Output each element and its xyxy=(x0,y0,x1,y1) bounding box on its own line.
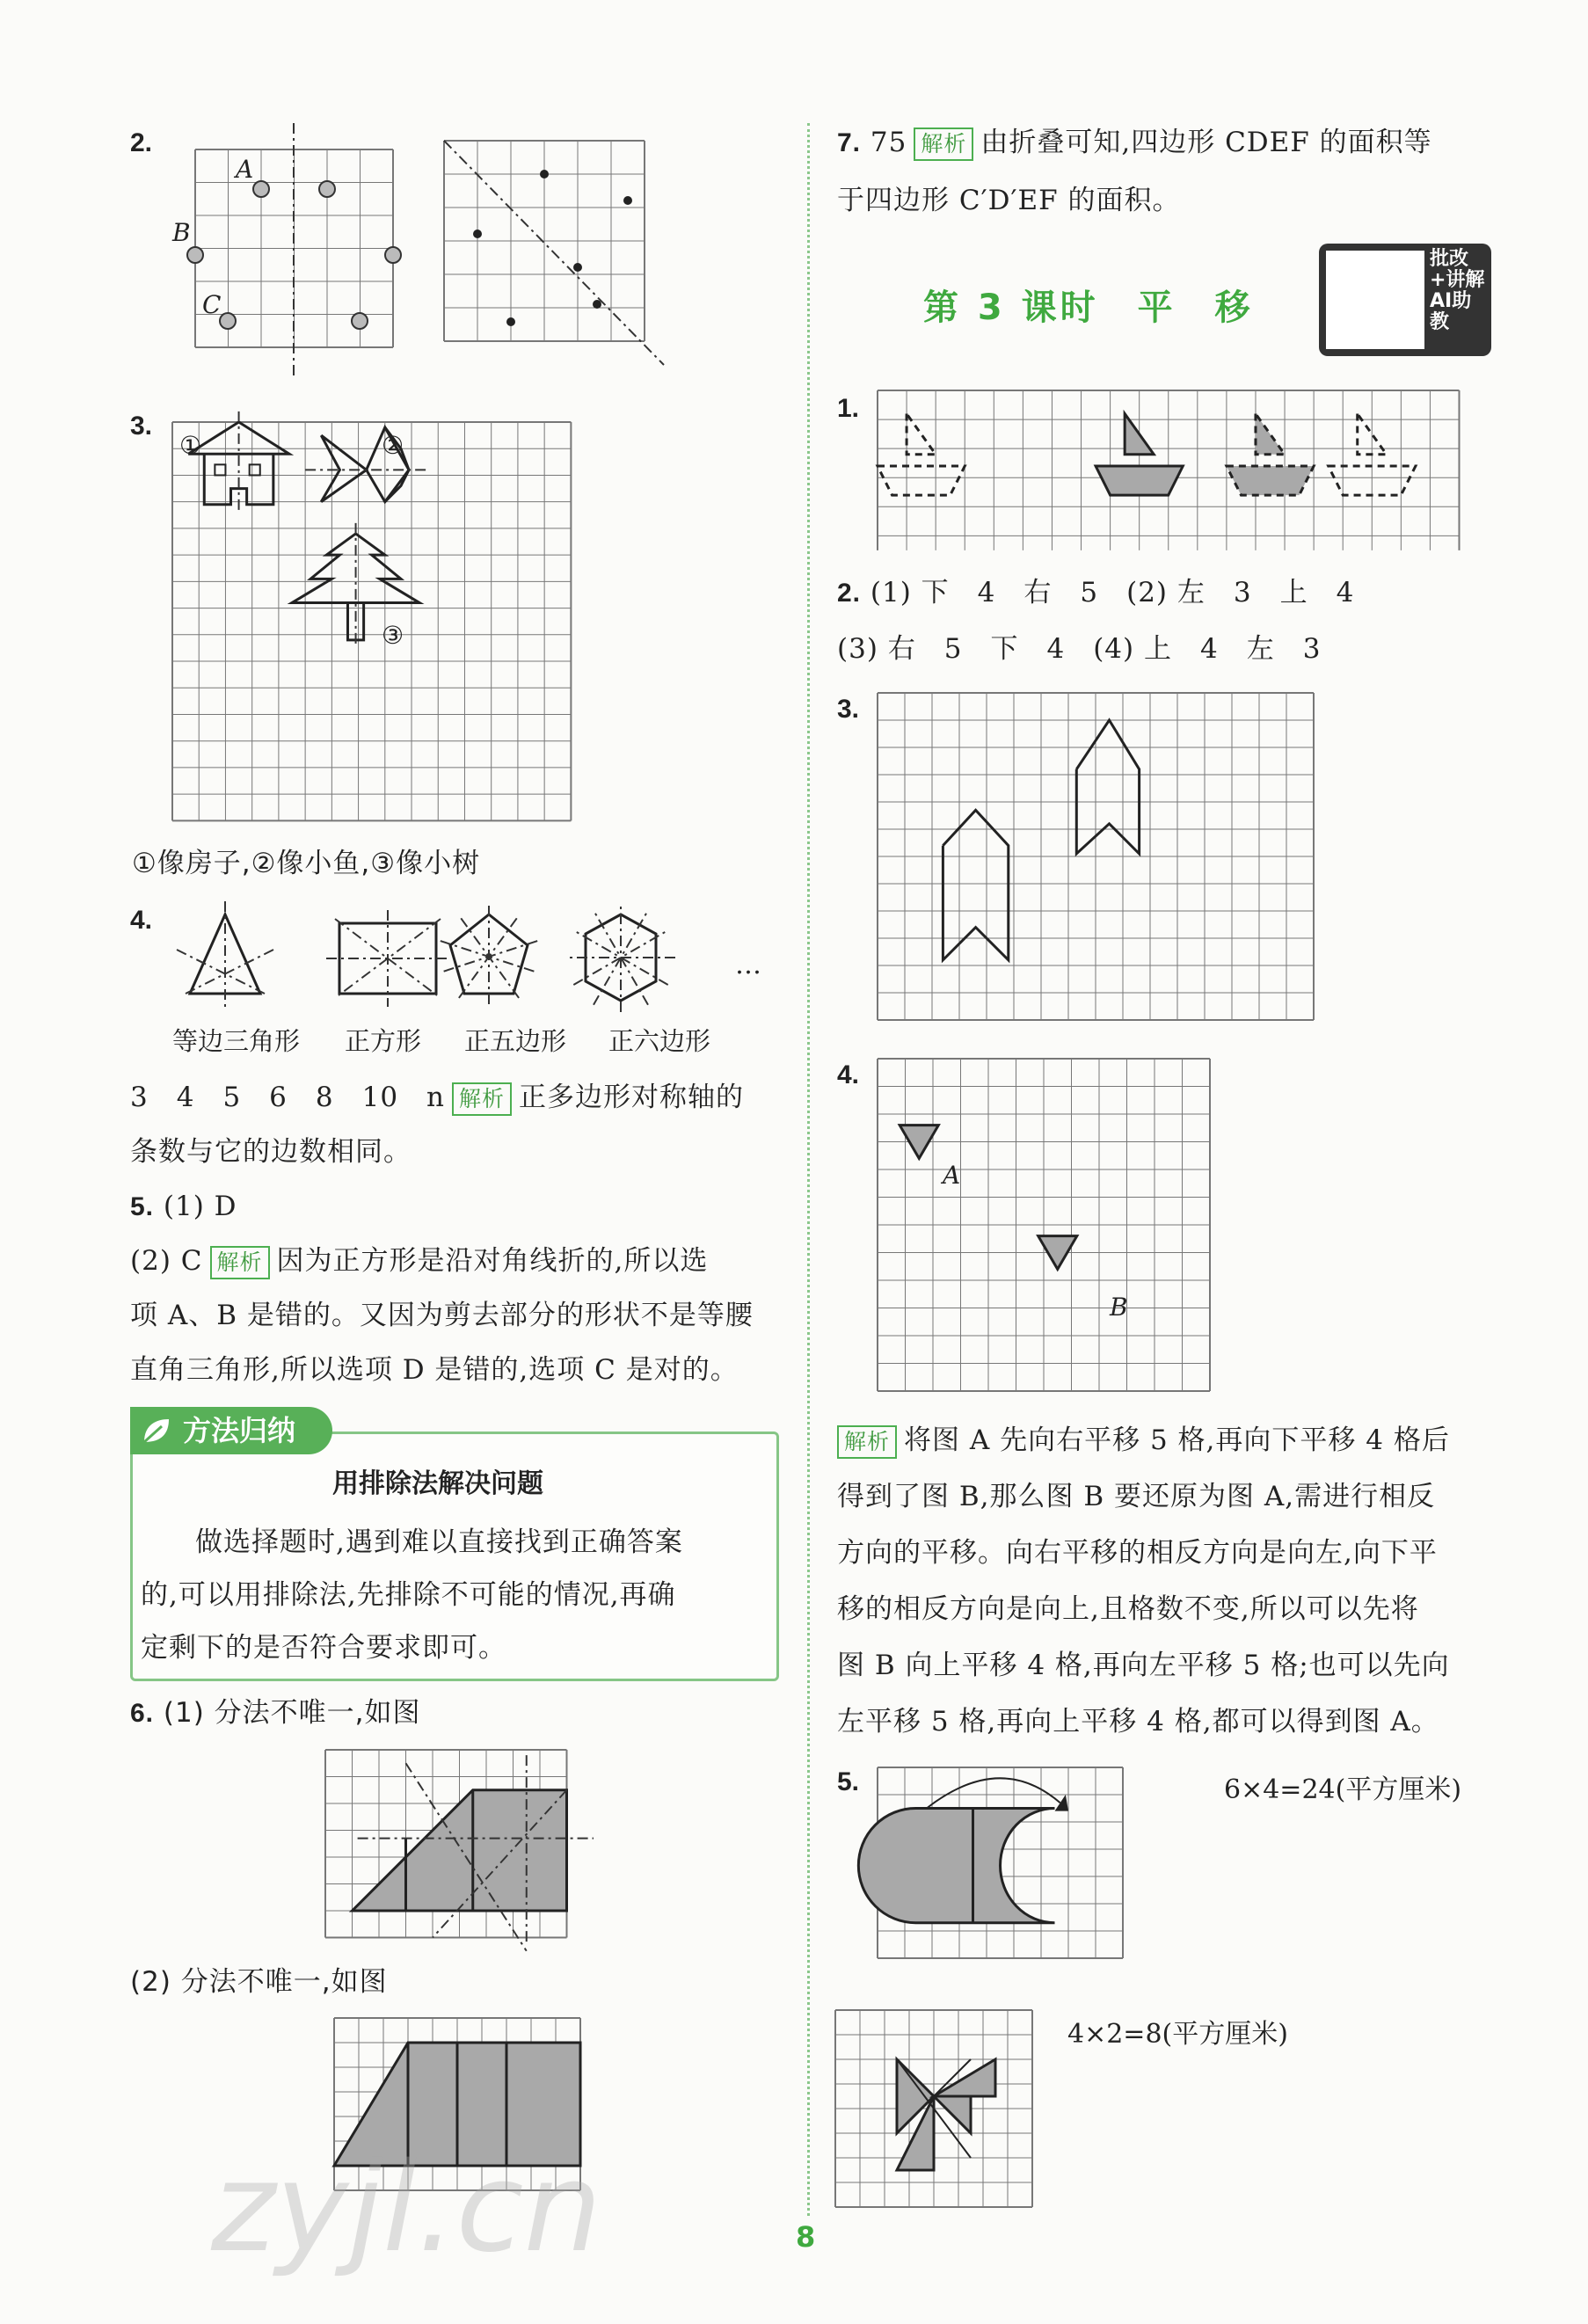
question-5-number: 5. xyxy=(130,1192,155,1221)
grid-point xyxy=(253,181,269,197)
grid-point xyxy=(506,317,515,326)
analysis-tag: 解析 xyxy=(210,1246,270,1279)
analysis-text: 方向的平移。向右平移的相反方向是向左,向下平 xyxy=(837,1537,1438,1569)
question-4-number: 4. xyxy=(130,906,153,935)
boat-hull xyxy=(1096,466,1183,495)
answer-75: 75 xyxy=(870,127,907,158)
question-5-number: 5. xyxy=(837,1767,860,1796)
question-6-number: 6. xyxy=(130,1699,155,1728)
regular-polygon-axes-figure xyxy=(172,897,735,1029)
point-label-a: A xyxy=(236,155,254,184)
point-label-c: C xyxy=(202,290,222,319)
shape-name-hexagon: 正六边形 xyxy=(608,1026,711,1056)
method-text-line: 做选择题时,遇到难以直接找到正确答案 xyxy=(195,1526,683,1558)
analysis-tag: 解析 xyxy=(837,1425,897,1459)
grid-point xyxy=(385,247,401,263)
shape-label-a: A xyxy=(943,1161,961,1190)
boat-hull xyxy=(878,466,965,495)
fish-tail xyxy=(321,435,366,502)
qr-code-icon[interactable] xyxy=(1326,251,1424,349)
analysis-tag: 解析 xyxy=(914,127,973,161)
analysis-text: 由折叠可知,四边形 CDEF 的面积等 xyxy=(980,127,1432,158)
analysis-text: 图 B 向上平移 4 格,再向左平移 5 格;也可以先向 xyxy=(837,1650,1450,1681)
arrow-shape-translation-grid xyxy=(878,693,1312,1027)
shape-name-triangle: 等边三角形 xyxy=(172,1026,301,1056)
page-number: 8 xyxy=(796,2220,816,2254)
question-2-number: 2. xyxy=(837,579,862,608)
analysis-text: 将图 A 先向右平移 5 格,再向下平移 4 格后 xyxy=(904,1424,1450,1456)
analysis-text: 于四边形 C′D′EF 的面积。 xyxy=(837,185,1181,216)
axis-count-answer: 3 4 5 6 8 10 n xyxy=(130,1082,446,1113)
grid-point xyxy=(352,313,368,329)
analysis-text: 左平移 5 格,再向上平移 4 格,都可以得到图 A。 xyxy=(837,1706,1439,1738)
ellipsis-text: … xyxy=(735,950,761,980)
question-3-number: 3. xyxy=(130,412,153,441)
point-label-b: B xyxy=(172,218,191,247)
question-6-part-1 xyxy=(130,1685,421,1742)
qr-code-badge[interactable] xyxy=(1319,244,1491,356)
answer-c: (2) C xyxy=(130,1245,203,1277)
question-1-number: 1. xyxy=(837,394,860,423)
analysis-text: 直角三角形,所以选项 D 是错的,选项 C 是对的。 xyxy=(130,1354,739,1386)
figure-label-1: ① xyxy=(179,431,202,460)
grid-point xyxy=(220,313,236,329)
boat-hull xyxy=(1227,466,1314,495)
question-6-part-2: (2) 分法不唯一,如图 xyxy=(130,1966,388,1998)
column-divider xyxy=(807,123,810,2216)
answer-d: (1) D xyxy=(163,1191,237,1222)
direction-answers: (1) 下 4 右 5 (2) 左 3 上 4 xyxy=(870,577,1355,608)
diagonal-symmetry-grid xyxy=(444,141,664,365)
analysis-text: 得到了图 B,那么图 B 要还原为图 A,需进行相反 xyxy=(837,1481,1436,1512)
shape-name-square: 正方形 xyxy=(345,1026,422,1056)
method-title: 用排除法解决问题 xyxy=(332,1468,543,1499)
analysis-text: 项 A、B 是错的。又因为剪去部分的形状不是等腰 xyxy=(130,1300,754,1331)
question-2-number: 2. xyxy=(130,128,153,157)
arrow-head-icon xyxy=(1055,1795,1069,1811)
shape-label-b: B xyxy=(1110,1293,1128,1322)
arc-shape-area-grid xyxy=(878,1767,1194,1978)
analysis-text: 条数与它的边数相同。 xyxy=(130,1136,412,1168)
house-window xyxy=(215,464,225,475)
grid-point xyxy=(187,247,203,263)
question-5-part-1 xyxy=(130,1178,237,1235)
grid-point xyxy=(319,181,335,197)
question-6-text: (1) 分法不唯一,如图 xyxy=(163,1697,421,1729)
house-window xyxy=(250,464,260,475)
grid-point xyxy=(473,229,482,238)
direction-answers: (3) 右 5 下 4 (4) 上 4 左 3 xyxy=(837,633,1322,665)
trapezoid-division-grid xyxy=(325,1750,589,1943)
question-7-line-1 xyxy=(837,114,1432,171)
grid-point xyxy=(573,263,582,272)
symmetry-grid-figure xyxy=(195,149,397,352)
move-arrow xyxy=(927,1778,1060,1808)
leaf-icon xyxy=(139,1414,174,1449)
method-text-line: 定剩下的是否符合要求即可。 xyxy=(141,1632,506,1664)
lesson-title: 第 3 课时 平 移 xyxy=(923,288,1254,328)
question-4-answer-line xyxy=(130,1069,744,1126)
question-3-answer: ①像房子,②像小鱼,③像小树 xyxy=(132,848,481,879)
question-4-number: 4. xyxy=(837,1060,860,1089)
area-calculation-1: 6×4=24(平方厘米) xyxy=(1224,1774,1462,1805)
pinwheel-area-grid xyxy=(835,2010,1038,2212)
figure-label-2: ② xyxy=(382,431,404,460)
arrow-shape xyxy=(1076,720,1139,854)
question-5-part-2 xyxy=(130,1233,708,1289)
grid-point xyxy=(623,196,632,205)
analysis-tag: 解析 xyxy=(452,1082,512,1116)
watermark-text: zyjl.cn xyxy=(211,2137,602,2280)
question-2-line-1 xyxy=(837,565,1354,622)
boat-translation-grid xyxy=(878,390,1440,549)
analysis-text: 正多边形对称轴的 xyxy=(519,1082,745,1113)
question-3-number: 3. xyxy=(837,695,860,724)
analysis-text: 因为正方形是沿对角线折的,所以选 xyxy=(276,1245,709,1277)
area-calculation-2: 4×2=8(平方厘米) xyxy=(1067,2019,1288,2050)
method-text-line: 的,可以用排除法,先排除不可能的情况,再确 xyxy=(141,1579,676,1611)
triangle-translation-grid xyxy=(878,1059,1212,1393)
analysis-text: 移的相反方向是向上,且格数不变,所以可以先将 xyxy=(837,1593,1419,1625)
arc-shape xyxy=(858,1809,1054,1923)
question-7-number: 7. xyxy=(837,128,862,157)
analysis-line xyxy=(837,1412,1450,1468)
trapezoid-shape xyxy=(353,1790,567,1911)
grid-point xyxy=(593,300,601,309)
qr-code-caption: 批改+讲解 AI助教 xyxy=(1430,248,1485,333)
arrow-shape xyxy=(943,810,1008,960)
figure-label-3: ③ xyxy=(382,621,404,650)
shape-name-pentagon: 正五边形 xyxy=(464,1026,567,1056)
method-header-text: 方法归纳 xyxy=(183,1414,296,1447)
grid-point xyxy=(540,170,549,178)
